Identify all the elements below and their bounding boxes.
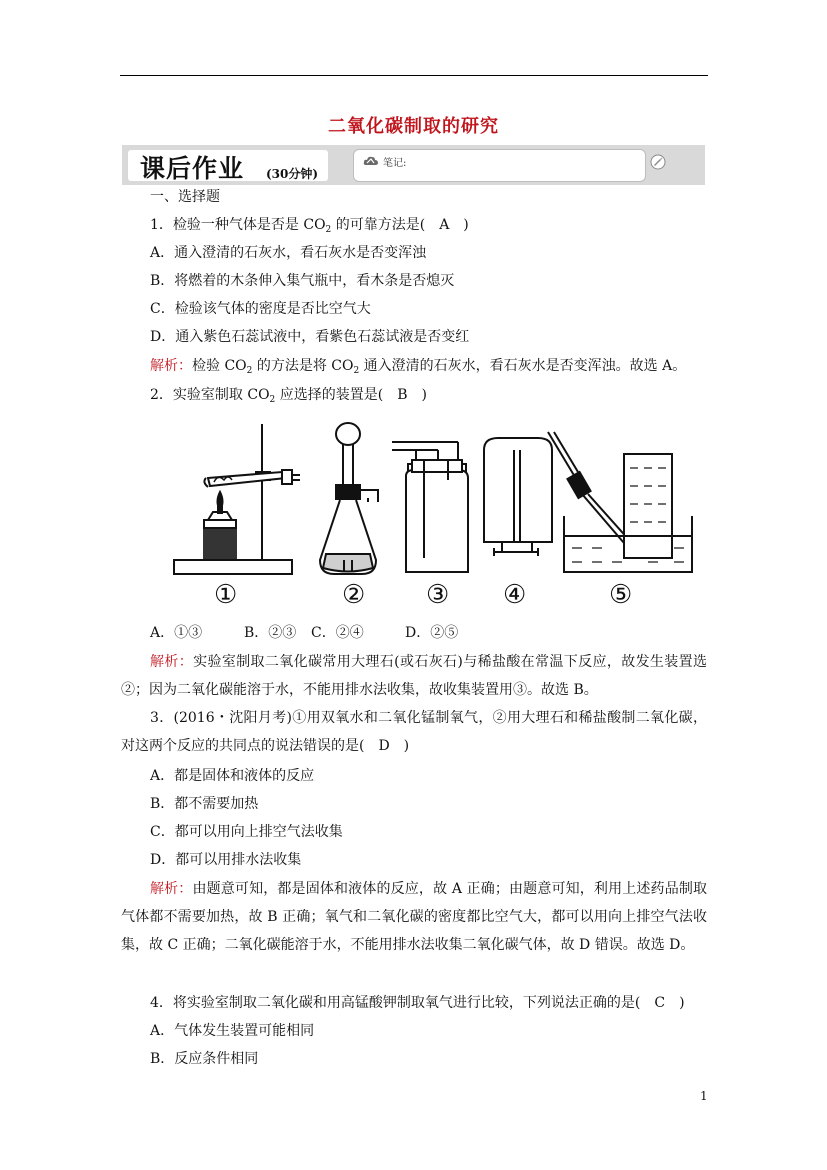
q1-option-d: D．通入紫色石蕊试液中，看紫色石蕊试液是否变红 bbox=[150, 329, 470, 345]
q1-analysis-part2: 的方法是将 CO bbox=[252, 358, 354, 374]
apparatus-3-gas-bottle bbox=[392, 442, 468, 572]
q1-analysis-sub2: 2 bbox=[353, 366, 360, 376]
section-heading: 一、选择题 bbox=[150, 189, 220, 205]
q3-option-c: C．都可以用向上排空气法收集 bbox=[150, 824, 343, 840]
q2-option-b: B．②③ bbox=[244, 625, 297, 641]
figure-label-1: ① bbox=[214, 580, 238, 610]
q2-stem-sub: 2 bbox=[269, 395, 276, 405]
cloud-note-icon bbox=[363, 155, 379, 167]
pen-icon bbox=[650, 154, 666, 170]
banner-title: 课后作业 bbox=[140, 154, 245, 183]
q2-stem bbox=[150, 385, 427, 410]
q3-analysis bbox=[121, 875, 707, 959]
q3-option-b: B．都不需要加热 bbox=[150, 796, 259, 812]
q2-analysis-label: 解析： bbox=[150, 654, 194, 670]
q1-option-a: A．通入澄清的石灰水，看石灰水是否变浑浊 bbox=[150, 245, 427, 261]
q2-analysis-text: 实验室制取二氧化碳常用大理石(或石灰石)与稀盐酸在常温下反应，故发生装置选②；因为二氧化碳能溶于水，不能用排水法收集，故收集装置用③。故选 B。 bbox=[121, 654, 708, 698]
notes-field[interactable] bbox=[353, 149, 646, 182]
header-rule bbox=[120, 75, 708, 76]
q1-analysis-part1: 检验 CO bbox=[192, 358, 247, 374]
q3-stem: 3．(2016・沈阳月考)①用双氧水和二氧化锰制氧气，②用大理石和稀盐酸制二氧化碳，对这两个反应的共同点的说法错误的是( D ) bbox=[121, 710, 707, 754]
q4-stem: 4．将实验室制取二氧化碳和用高锰酸钾制取氧气进行比较，下列说法正确的是( C ) bbox=[150, 995, 685, 1011]
q2-option-d: D．②⑤ bbox=[405, 625, 459, 641]
q1-option-c: C．检验该气体的密度是否比空气大 bbox=[150, 301, 371, 317]
q4-option-a: A．气体发生装置可能相同 bbox=[150, 1023, 315, 1039]
q1-option-b: B．将燃着的木条伸入集气瓶中，看木条是否熄灭 bbox=[150, 273, 455, 289]
figure-label-4: ④ bbox=[503, 580, 527, 610]
q1-analysis-label: 解析： bbox=[150, 358, 192, 374]
apparatus-2-flask bbox=[320, 423, 378, 574]
q3-analysis-text: 由题意可知，都是固体和液体的反应，故 A 正确；由题意可知，利用上述药品制取气体都不需要加热，故 B 正确；氧气和二氧化碳的密度都比空气大，都可以用向上排空气法收集，故 C 正确；二氧化碳能溶于水，不能用排水法收集二氧化碳气体，故 D 错误。故选 D。 bbox=[121, 881, 708, 953]
notes-label: 笔记: bbox=[383, 158, 407, 169]
q1-stem-sub: 2 bbox=[325, 225, 332, 235]
figure-label-2: ② bbox=[342, 580, 366, 610]
q3-option-a: A．都是固体和液体的反应 bbox=[150, 768, 315, 784]
banner-title-box bbox=[128, 150, 328, 181]
banner-duration: (30分钟) bbox=[266, 167, 319, 181]
q1-stem-post: 的可靠方法是( A ) bbox=[331, 217, 469, 233]
homework-banner bbox=[122, 145, 705, 185]
q1-analysis bbox=[150, 356, 686, 381]
page-number: 1 bbox=[700, 1089, 708, 1103]
apparatus-1-heating bbox=[174, 424, 300, 574]
apparatus-drawing bbox=[168, 420, 695, 580]
figure-label-5: ⑤ bbox=[609, 580, 633, 610]
document-title: 二氧化碳制取的研究 bbox=[328, 116, 499, 137]
figure-label-3: ③ bbox=[426, 580, 450, 610]
apparatus-4-inverted-bottle bbox=[484, 438, 552, 556]
q2-analysis bbox=[121, 648, 707, 704]
q2-option-a: A．①③ bbox=[150, 625, 203, 641]
q4-option-b: B．反应条件相同 bbox=[150, 1051, 259, 1067]
q2-stem-post: 应选择的装置是( B ) bbox=[275, 387, 427, 403]
q1-stem bbox=[150, 215, 469, 240]
q3-option-d: D．都可以用排水法收集 bbox=[150, 852, 302, 868]
apparatus-5-water-trough bbox=[548, 432, 692, 572]
q3-analysis-label: 解析： bbox=[150, 881, 193, 897]
q1-analysis-sub1: 2 bbox=[246, 366, 253, 376]
q2-option-c: C．②④ bbox=[311, 625, 364, 641]
q1-stem-pre: 1．检验一种气体是否是 CO bbox=[150, 217, 326, 233]
apparatus-figure bbox=[168, 420, 695, 616]
q2-stem-pre: 2．实验室制取 CO bbox=[150, 387, 270, 403]
q1-analysis-part3: 通入澄清的石灰水，看石灰水是否变浑浊。故选 A。 bbox=[359, 358, 687, 374]
